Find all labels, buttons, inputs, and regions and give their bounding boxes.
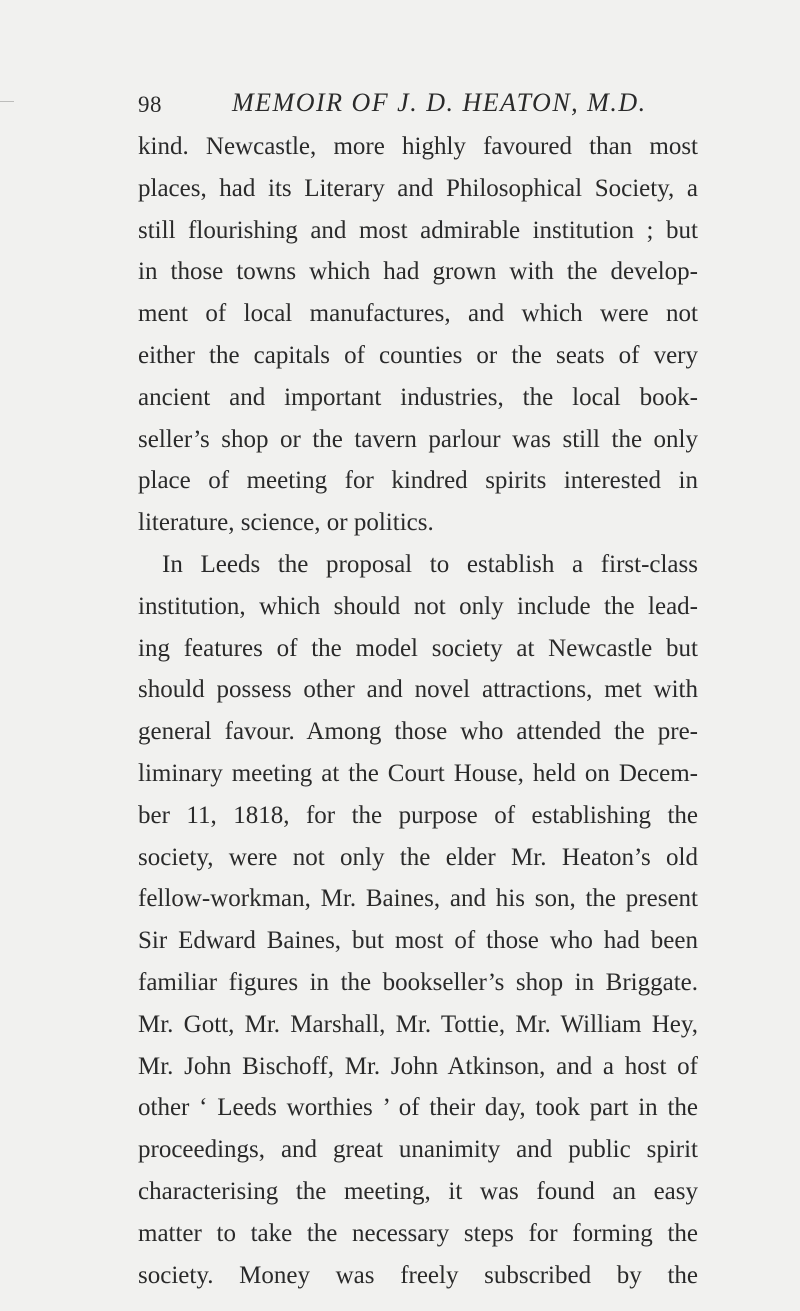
text-line: should possess other and novel attractions, met with xyxy=(138,676,698,704)
text-line: society, were not only the elder Mr. Heaton’s old xyxy=(138,843,698,871)
text-line: still flourishing and most admirable institution ; but xyxy=(138,216,698,244)
text-line: other ‘ Leeds worthies ’ of their day, took part in the xyxy=(138,1094,698,1122)
text-line: proceedings, and great unanimity and public spirit xyxy=(138,1136,698,1164)
margin-mark xyxy=(0,101,14,102)
text-line: society. Money was freely subscribed by the xyxy=(138,1261,698,1289)
text-line: characterising the meeting, it was found an easy xyxy=(138,1177,698,1205)
text-line: in those towns which had grown with the develop- xyxy=(138,258,698,286)
text-line: Sir Edward Baines, but most of those who had been xyxy=(138,927,698,955)
text-line: places, had its Literary and Philosophical Society, a xyxy=(138,174,698,202)
text-line: ancient and important industries, the local book- xyxy=(138,383,698,411)
running-head: MEMOIR OF J. D. HEATON, M.D. xyxy=(232,88,647,117)
text-line: seller’s shop or the tavern parlour was still the only xyxy=(138,425,698,453)
page-number: 98 xyxy=(138,92,162,117)
body-text xyxy=(138,126,698,1296)
text-line: ing features of the model society at Newcastle but xyxy=(138,634,698,662)
text-line: fellow-workman, Mr. Baines, and his son, the present xyxy=(138,885,698,913)
text-line: Mr. John Bischoff, Mr. John Atkinson, and a host of xyxy=(138,1052,698,1080)
text-line: ber 11, 1818, for the purpose of establishing the xyxy=(138,801,698,829)
text-line: liminary meeting at the Court House, held on Decem- xyxy=(138,759,698,787)
text-line: either the capitals of counties or the seats of very xyxy=(138,341,698,369)
text-line: place of meeting for kindred spirits interested in xyxy=(138,467,698,495)
text-line: Mr. Gott, Mr. Marshall, Mr. Tottie, Mr. William Hey, xyxy=(138,1010,698,1038)
text-line: matter to take the necessary steps for forming the xyxy=(138,1219,698,1247)
text-line: literature, science, or politics. xyxy=(138,509,434,537)
text-line: familiar figures in the bookseller’s shop in Briggate. xyxy=(138,968,698,996)
page-header xyxy=(138,88,698,122)
text-line: ment of local manufactures, and which were not xyxy=(138,300,698,328)
text-line: In Leeds the proposal to establish a first-class xyxy=(162,550,698,578)
text-line: institution, which should not only include the lead- xyxy=(138,592,698,620)
text-line: kind. Newcastle, more highly favoured than most xyxy=(138,133,698,160)
text-line: general favour. Among those who attended the pre- xyxy=(138,718,698,746)
